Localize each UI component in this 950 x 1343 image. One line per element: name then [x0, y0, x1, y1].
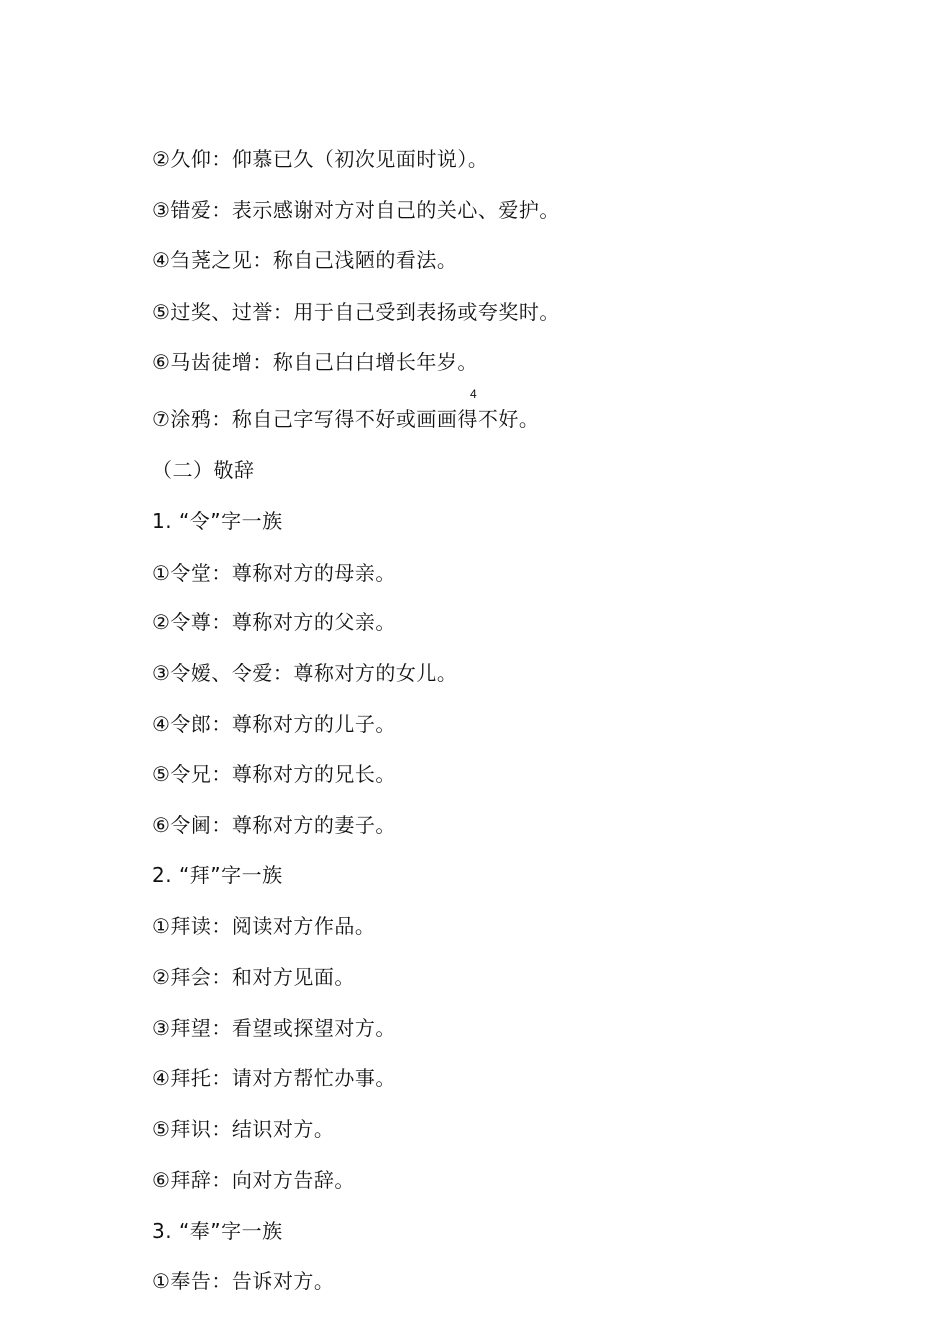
text-line: ③拜望：看望或探望对方。: [152, 1016, 396, 1040]
text-line: ④刍荛之见：称自己浅陋的看法。: [152, 248, 458, 272]
text-line: ⑥马齿徒增：称自己白白增长年岁。: [152, 350, 478, 374]
text-line: ⑥令阃：尊称对方的妻子。: [152, 813, 396, 837]
text-line: ④拜托：请对方帮忙办事。: [152, 1066, 396, 1090]
text-line: ②久仰：仰慕已久（初次见面时说）。: [152, 147, 489, 171]
text-line: ④令郎：尊称对方的儿子。: [152, 712, 396, 736]
text-line: ①奉告：告诉对方。: [152, 1269, 335, 1293]
subsection-heading: 2. “拜”字一族: [152, 863, 283, 887]
text-line: ⑦涂鸦：称自己字写得不好或画画得不好。: [152, 407, 540, 431]
text-line: ⑥拜辞：向对方告辞。: [152, 1168, 355, 1192]
text-line: ①令堂：尊称对方的母亲。: [152, 561, 396, 585]
text-line: ⑤过奖、过誉：用于自己受到表扬或夸奖时。: [152, 300, 560, 324]
text-line: ③错爱：表示感谢对方对自己的关心、爱护。: [152, 198, 560, 222]
section-heading: （二）敬辞: [152, 458, 255, 482]
text-line: ①拜读：阅读对方作品。: [152, 914, 376, 938]
page-number: 4: [470, 387, 477, 401]
text-line: ②拜会：和对方见面。: [152, 965, 355, 989]
text-line: ⑤令兄：尊称对方的兄长。: [152, 762, 396, 786]
subsection-heading: 3. “奉”字一族: [152, 1219, 283, 1243]
text-line: ③令嫒、令爱：尊称对方的女儿。: [152, 661, 458, 685]
subsection-heading: 1. “令”字一族: [152, 509, 283, 533]
text-line: ②令尊：尊称对方的父亲。: [152, 610, 396, 634]
text-line: ⑤拜识：结识对方。: [152, 1117, 335, 1141]
